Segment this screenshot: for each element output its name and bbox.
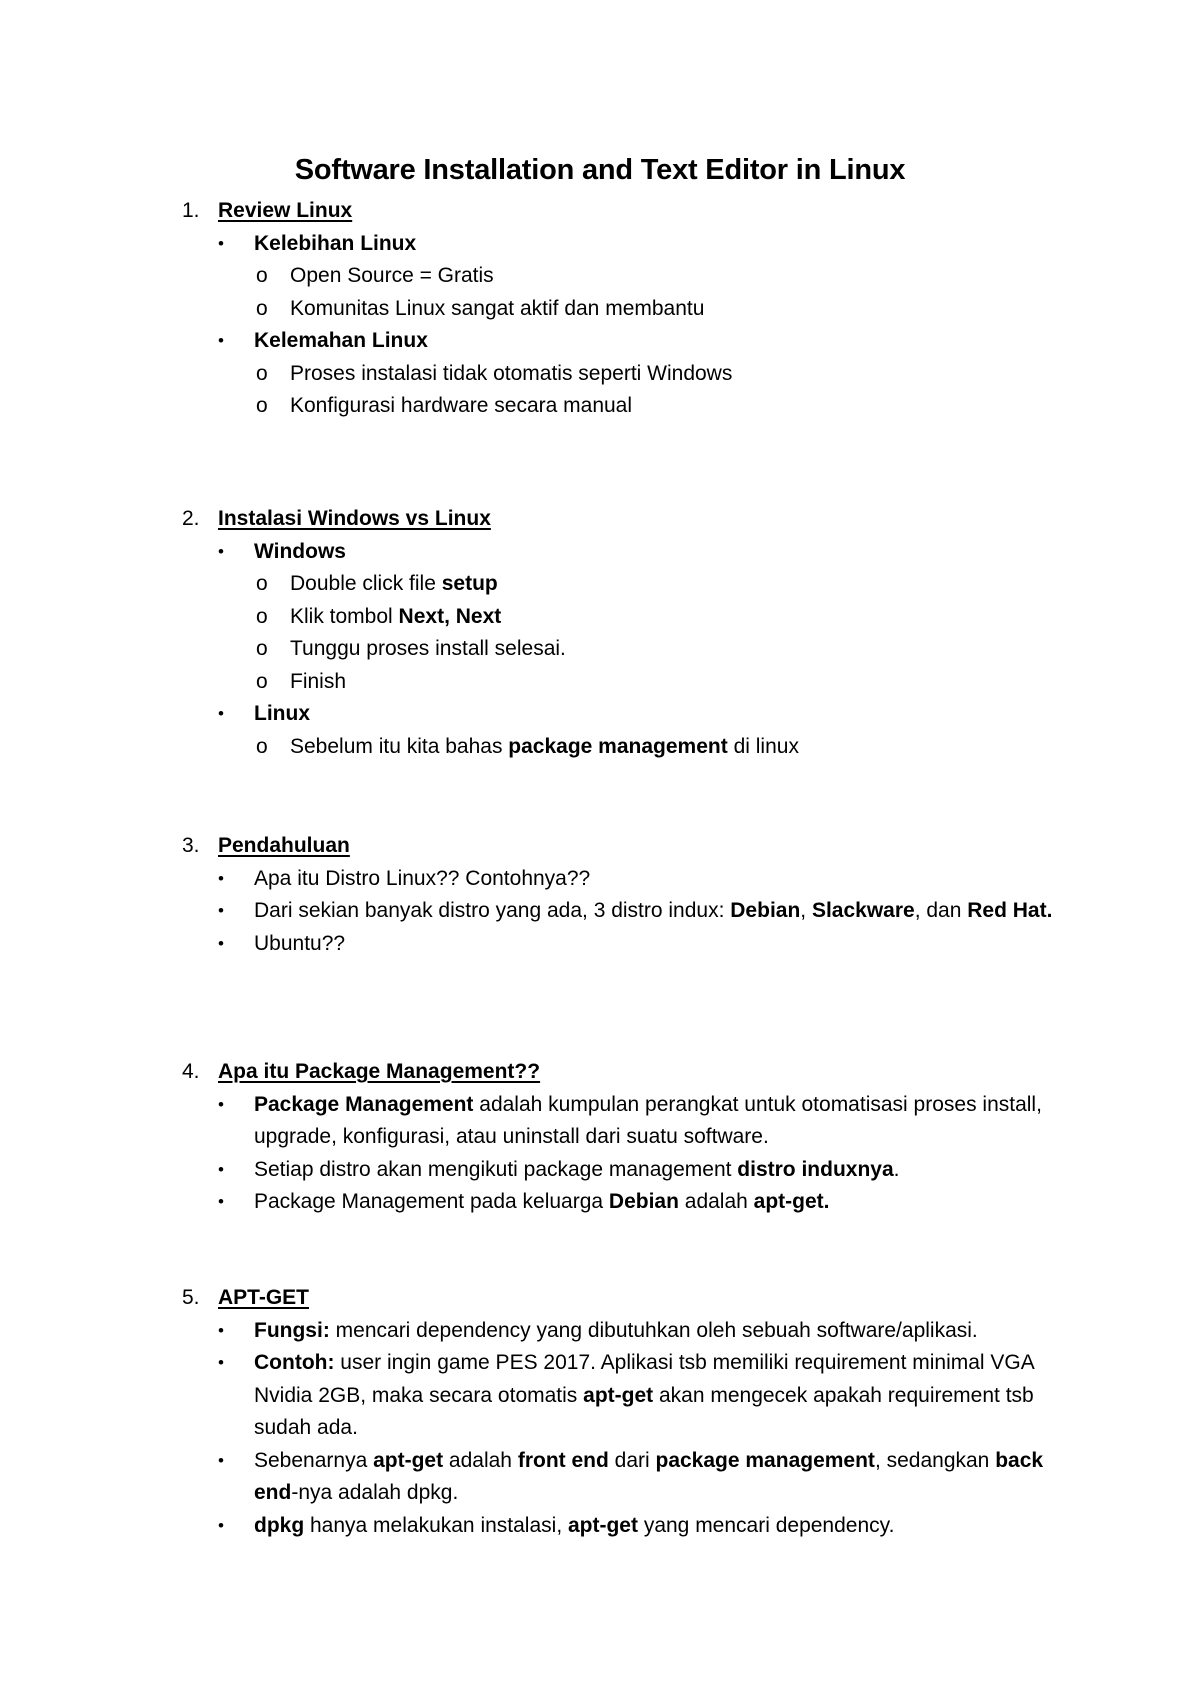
list-item: • Ubuntu?? bbox=[0, 928, 1054, 961]
section-heading bbox=[0, 503, 1200, 536]
sub-list-item: o Double click file setup bbox=[0, 568, 1200, 601]
section-pendahuluan bbox=[0, 830, 1200, 960]
section-instalasi bbox=[0, 503, 1200, 763]
section-number: 1. bbox=[182, 199, 200, 222]
list-item: • Setiap distro akan mengikuti package management distro induxnya. bbox=[0, 1154, 1054, 1187]
sub-list-item: o Proses instalasi tidak otomatis seperti Windows bbox=[0, 358, 1200, 391]
bullet-marker: • bbox=[218, 233, 224, 253]
sub-list-item: o Komunitas Linux sangat aktif dan membantu bbox=[0, 293, 1200, 326]
section-title: APT-GET bbox=[218, 1286, 310, 1309]
section-number: 2. bbox=[182, 507, 200, 530]
list-item: • Sebenarnya apt-get adalah front end dari package management, sedangkan back end-nya adalah dpkg. bbox=[0, 1445, 1054, 1510]
sub-marker: o bbox=[256, 572, 268, 595]
bullet-marker: • bbox=[218, 1094, 224, 1114]
sub-marker: o bbox=[256, 361, 268, 385]
list-item: • Linux bbox=[0, 698, 1054, 731]
list-item: • Contoh: user ingin game PES 2017. Aplikasi tsb memiliki requirement minimal VGA Nvidia 2GB, maka secara otomatis apt-get akan mengecek apakah requirement tsb sudah ada. bbox=[0, 1347, 1054, 1445]
sub-list-item: o Tunggu proses install selesai. bbox=[0, 633, 1200, 666]
bullet-marker: • bbox=[218, 868, 224, 888]
sub-marker: o bbox=[256, 394, 268, 417]
bullet-marker: • bbox=[218, 1320, 224, 1340]
list-item: • dpkg hanya melakukan instalasi, apt-get yang mencari dependency. bbox=[0, 1510, 1054, 1543]
bullet-marker: • bbox=[218, 1515, 224, 1535]
section-package-management bbox=[0, 1056, 1200, 1219]
list-item: • Windows bbox=[0, 536, 1054, 569]
bullet-marker: • bbox=[218, 1450, 224, 1470]
section-title: Apa itu Package Management?? bbox=[218, 1060, 541, 1083]
section-heading bbox=[0, 1056, 1200, 1089]
sub-marker: o bbox=[256, 734, 268, 758]
sub-list-item: o Open Source = Gratis bbox=[0, 260, 1200, 293]
section-title: Pendahuluan bbox=[218, 834, 350, 857]
list-item: • Package Management pada keluarga Debian adalah apt-get. bbox=[0, 1186, 1054, 1219]
bullet-marker: • bbox=[218, 541, 224, 561]
sub-marker: o bbox=[256, 604, 268, 628]
bullet-marker: • bbox=[218, 1159, 224, 1179]
section-heading bbox=[0, 830, 1200, 863]
bullet-marker: • bbox=[218, 901, 224, 920]
bullet-marker: • bbox=[218, 1192, 224, 1211]
sub-marker: o bbox=[256, 637, 268, 660]
section-review-linux bbox=[0, 195, 1200, 423]
sub-list-item: o Konfigurasi hardware secara manual bbox=[0, 390, 1200, 423]
section-heading bbox=[0, 1282, 1200, 1315]
list-item: • Dari sekian banyak distro yang ada, 3 distro indux: Debian, Slackware, dan Red Hat. bbox=[0, 895, 1054, 928]
section-heading bbox=[0, 195, 1200, 228]
section-apt-get bbox=[0, 1282, 1200, 1542]
sub-marker: o bbox=[256, 296, 268, 320]
bullet-marker: • bbox=[218, 1353, 224, 1372]
sub-list-item: o Klik tombol Next, Next bbox=[0, 601, 1200, 634]
section-number: 3. bbox=[182, 834, 200, 857]
section-number: 5. bbox=[182, 1286, 200, 1309]
list-item: • Kelemahan Linux bbox=[0, 325, 1054, 358]
section-title: Review Linux bbox=[218, 199, 353, 222]
list-item: • Apa itu Distro Linux?? Contohnya?? bbox=[0, 863, 1054, 896]
bullet-marker: • bbox=[218, 933, 224, 953]
list-item: • Fungsi: mencari dependency yang dibutuhkan oleh sebuah software/aplikasi. bbox=[0, 1315, 1054, 1348]
bullet-marker: • bbox=[218, 704, 224, 723]
bullet-marker: • bbox=[218, 331, 224, 350]
sub-list-item: o Finish bbox=[0, 666, 1200, 699]
list-item: • Package Management adalah kumpulan perangkat untuk otomatisasi proses install, upgrade, konfigurasi, atau uninstall dari suatu software. bbox=[0, 1089, 1054, 1154]
list-item: • Kelebihan Linux bbox=[0, 228, 1054, 261]
sub-marker: o bbox=[256, 264, 268, 287]
sub-list-item: o Sebelum itu kita bahas package management di linux bbox=[0, 731, 1200, 764]
document-title: Software Installation and Text Editor in Linux bbox=[294, 154, 906, 186]
section-title: Instalasi Windows vs Linux bbox=[218, 507, 491, 530]
sub-marker: o bbox=[256, 669, 268, 693]
section-number: 4. bbox=[182, 1060, 200, 1083]
